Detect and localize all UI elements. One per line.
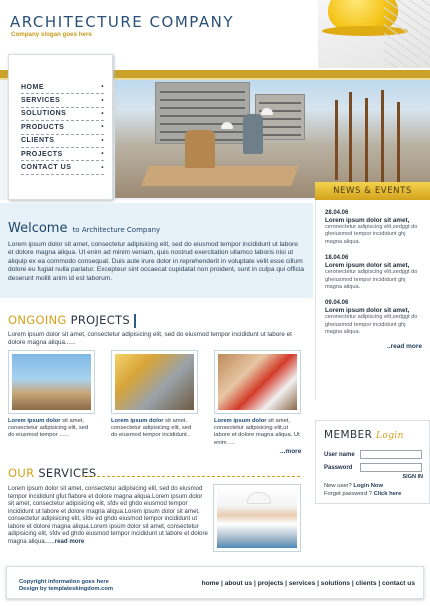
news-headline[interactable]: Lorem ipsum dolor sit amet, <box>325 262 410 270</box>
login-now-link[interactable]: Login Now <box>353 483 383 489</box>
projects-subtitle: Lorem ipsum dolor sit amet, consectetur adipisicing elit, sed do eiusmod tempor incididunt ut labore et dolore magna aliqua...... <box>8 331 292 346</box>
menu-item-label: SERVICES <box>21 97 61 105</box>
services-title-accent: OUR <box>8 466 35 480</box>
projects-header <box>8 313 136 328</box>
username-label: User name <box>324 451 355 458</box>
project-card <box>111 350 198 440</box>
woman-engineer-photo <box>217 488 297 548</box>
project-desc: sit amet, consectetur adipisicing elit,ut labore et dolore magna aliqua. Ut enim .... <box>214 418 300 446</box>
services-title <box>8 466 97 480</box>
rebar <box>381 90 384 182</box>
menu-item-label: SOLUTIONS <box>21 110 67 118</box>
rebar <box>335 100 338 180</box>
copyright-text: Copyright information goes here <box>19 579 109 585</box>
password-input[interactable] <box>360 463 422 472</box>
project-card <box>8 350 95 440</box>
project-title[interactable]: Lorem ipsum dolor <box>111 418 164 424</box>
footer <box>6 566 424 599</box>
news-item <box>325 210 422 246</box>
projects-more-link[interactable]: ...more <box>280 448 302 455</box>
password-label: Password <box>324 464 353 471</box>
services-body: Lorem ipsum dolor sit amet, consectetur adipisicing elit, sed do eiusmod tempor incididunt gfut flabore et dolore magna aliqua.Lorem ipsum dolor sit amet, consectetur adipisicing elit, sfdv ed ghdo eiusmod tempor incididunt ut labore et dolore magna aliqua.Lorem ipsum dolor sit amet, consectetur adipisicing elit, sfdv ed ghdo eiusmod tempor incididunt ut labore et dolore magna aliqua.Lorem ipsum dolor sit amet, consectetur adipisicing elit, sfdv ed ghdo eiusmod tempor incididunt ut labore et dolore magna aliqua...... <box>8 485 208 545</box>
footer-separator: | <box>350 580 356 587</box>
project-text <box>8 418 95 440</box>
footer-link-clients[interactable]: clients <box>355 580 377 587</box>
building-floors-2 <box>259 98 301 136</box>
site-slogan: Company slogan goes here <box>11 31 92 38</box>
login-links <box>324 482 423 498</box>
footer-link-about[interactable]: about us <box>224 580 253 587</box>
services-title-rest: SERVICES <box>34 466 97 480</box>
wood-plank <box>141 166 298 186</box>
menu-item-label: PROJECTS <box>21 150 63 158</box>
skyscraper-photo <box>12 354 91 410</box>
footer-nav <box>202 580 415 587</box>
news-item <box>325 255 422 291</box>
project-text <box>214 418 301 447</box>
bullet-icon: • <box>101 110 104 117</box>
news-date: 18.04.06 <box>325 255 349 262</box>
worker-hard-hat-2 <box>261 108 273 115</box>
rebar <box>349 92 352 182</box>
team-photo <box>218 354 297 410</box>
login-title <box>324 429 423 441</box>
services-divider <box>82 476 300 477</box>
bullet-icon: • <box>101 97 104 104</box>
news-body: ceronectetur adipiscing elit,sedggt do gheiusmod tempor incididunt ghj magna aliqua. <box>325 224 418 245</box>
username-input[interactable] <box>360 450 422 459</box>
forgot-password-text: Forgot password ? <box>324 491 373 497</box>
click-here-link[interactable]: Click here <box>373 491 402 497</box>
news-item <box>325 300 422 336</box>
services-text <box>8 485 208 545</box>
bullet-icon: • <box>101 84 104 91</box>
project-image[interactable] <box>111 350 198 414</box>
news-read-more-link[interactable]: ..read more <box>386 342 422 350</box>
project-text <box>111 418 198 440</box>
footer-link-services[interactable]: services <box>288 580 316 587</box>
username-row <box>324 450 423 459</box>
services-read-more-link[interactable]: read more <box>54 537 85 545</box>
welcome-text: Lorem ipsum dolor sit amet, consectetur adipisicing elit, sed do eiusmod tempor incididunt ut labore et dolore magna aliqua. Ut enim ad minim veniam, quis nostrud exercitation ullamco laboris nisi ut aliquip ex ea commodo consequat. Duis aute irure dolor in reprehenderit in voluptate velit esse cillum dolore eu fugiat nulla pariatur. Excepteur sint occaecat cupidatat non proident, sunt in culpa qui officia deserunt mollit anim id est laborum. <box>8 241 305 282</box>
news-title: NEWS & EVENTS <box>315 182 430 200</box>
footer-separator: | <box>315 580 321 587</box>
password-row <box>324 463 423 472</box>
services-image <box>213 484 301 552</box>
new-user-text: New user? <box>324 483 352 489</box>
menu-item-label: CLIENTS <box>21 137 55 145</box>
footer-separator: | <box>252 580 258 587</box>
menu-item-label: CONTACT US <box>21 164 72 172</box>
footer-link-projects[interactable]: projects <box>257 580 284 587</box>
worker-hard-hat <box>221 122 233 129</box>
menu-item-products[interactable] <box>21 121 104 134</box>
menu-item-contact[interactable] <box>21 161 104 174</box>
bullet-icon: • <box>101 137 104 144</box>
design-credit-link[interactable]: Design by templateskingdom.com <box>19 586 114 593</box>
project-title[interactable]: Lorem ipsum dolor <box>214 418 267 424</box>
menu-item-label: PRODUCTS <box>21 123 65 131</box>
welcome-title <box>8 217 305 236</box>
news-panel <box>315 200 430 400</box>
engineer-photo <box>115 354 194 410</box>
footer-separator: | <box>376 580 383 587</box>
footer-separator: | <box>283 580 289 587</box>
main-menu <box>8 54 113 200</box>
menu-item-projects[interactable] <box>21 148 104 161</box>
footer-info <box>19 579 113 594</box>
news-date: 28.04.06 <box>325 210 349 216</box>
white-hard-hat-icon <box>247 492 271 504</box>
hero-construction-photo <box>115 80 430 198</box>
footer-separator: | <box>219 580 225 587</box>
services-header <box>8 466 97 480</box>
welcome-section <box>0 203 313 298</box>
projects-title-rest: PROJECTS <box>66 313 130 327</box>
blueprint-drawing <box>384 0 430 68</box>
projects-title <box>8 313 136 328</box>
menu-item-services[interactable] <box>21 94 104 107</box>
project-image[interactable] <box>214 350 301 414</box>
bullet-icon: • <box>101 164 104 171</box>
footer-link-solutions[interactable]: solutions <box>320 580 351 587</box>
worker-figure <box>185 130 215 168</box>
project-desc: sit amet, consectetur adipisicing elit, sed do eiusmod tempor ...... <box>8 418 89 439</box>
project-image[interactable] <box>8 350 95 414</box>
project-card <box>214 350 301 447</box>
project-title[interactable]: Lorem ipsum dolor <box>8 418 61 424</box>
login-title-main: MEMBER <box>324 429 373 441</box>
menu-item-home[interactable] <box>21 81 104 94</box>
welcome-title-main: Welcome <box>8 221 68 236</box>
news-date: 09.04.06 <box>325 300 349 307</box>
project-desc: sit amet, consectetur adipisicing elit, sed do eiusmod tempor incididunt.. <box>111 418 192 439</box>
menu-item-label: HOME <box>21 83 44 91</box>
menu-item-clients[interactable] <box>21 135 104 148</box>
projects-title-accent: ONGOING <box>8 313 67 327</box>
sign-in-button[interactable]: SIGN IN <box>402 474 423 480</box>
header-helmet-image <box>318 0 430 68</box>
welcome-title-sub: to Architecture Company <box>72 226 161 234</box>
bullet-icon: • <box>101 151 104 158</box>
rebar <box>397 102 400 182</box>
menu-item-solutions[interactable] <box>21 108 104 121</box>
member-login-box <box>315 420 430 504</box>
news-headline[interactable]: Lorem ipsum dolor sit amet, <box>325 307 410 315</box>
news-body: ceronectetur adipiscing elit,sedggt do gheiusmod tempor incididunt ghj magna aliqua. <box>325 269 418 291</box>
news-body: ceronectetur adipiscing elit,sedggt do gheiusmod tempor incididunt ghj magna aliqua. <box>325 314 418 336</box>
title-bar-divider <box>134 314 136 328</box>
site-title: ARCHITECTURE COMPANY <box>10 13 234 31</box>
footer-link-contact[interactable]: contact us <box>382 580 415 587</box>
rebar <box>365 98 368 182</box>
news-headline[interactable]: Lorem ipsum dolor sit amet, <box>325 217 410 224</box>
worker-figure-2 <box>243 114 263 154</box>
footer-link-home[interactable]: home <box>201 580 220 587</box>
login-title-script: Login <box>376 431 404 441</box>
bullet-icon: • <box>101 124 104 131</box>
